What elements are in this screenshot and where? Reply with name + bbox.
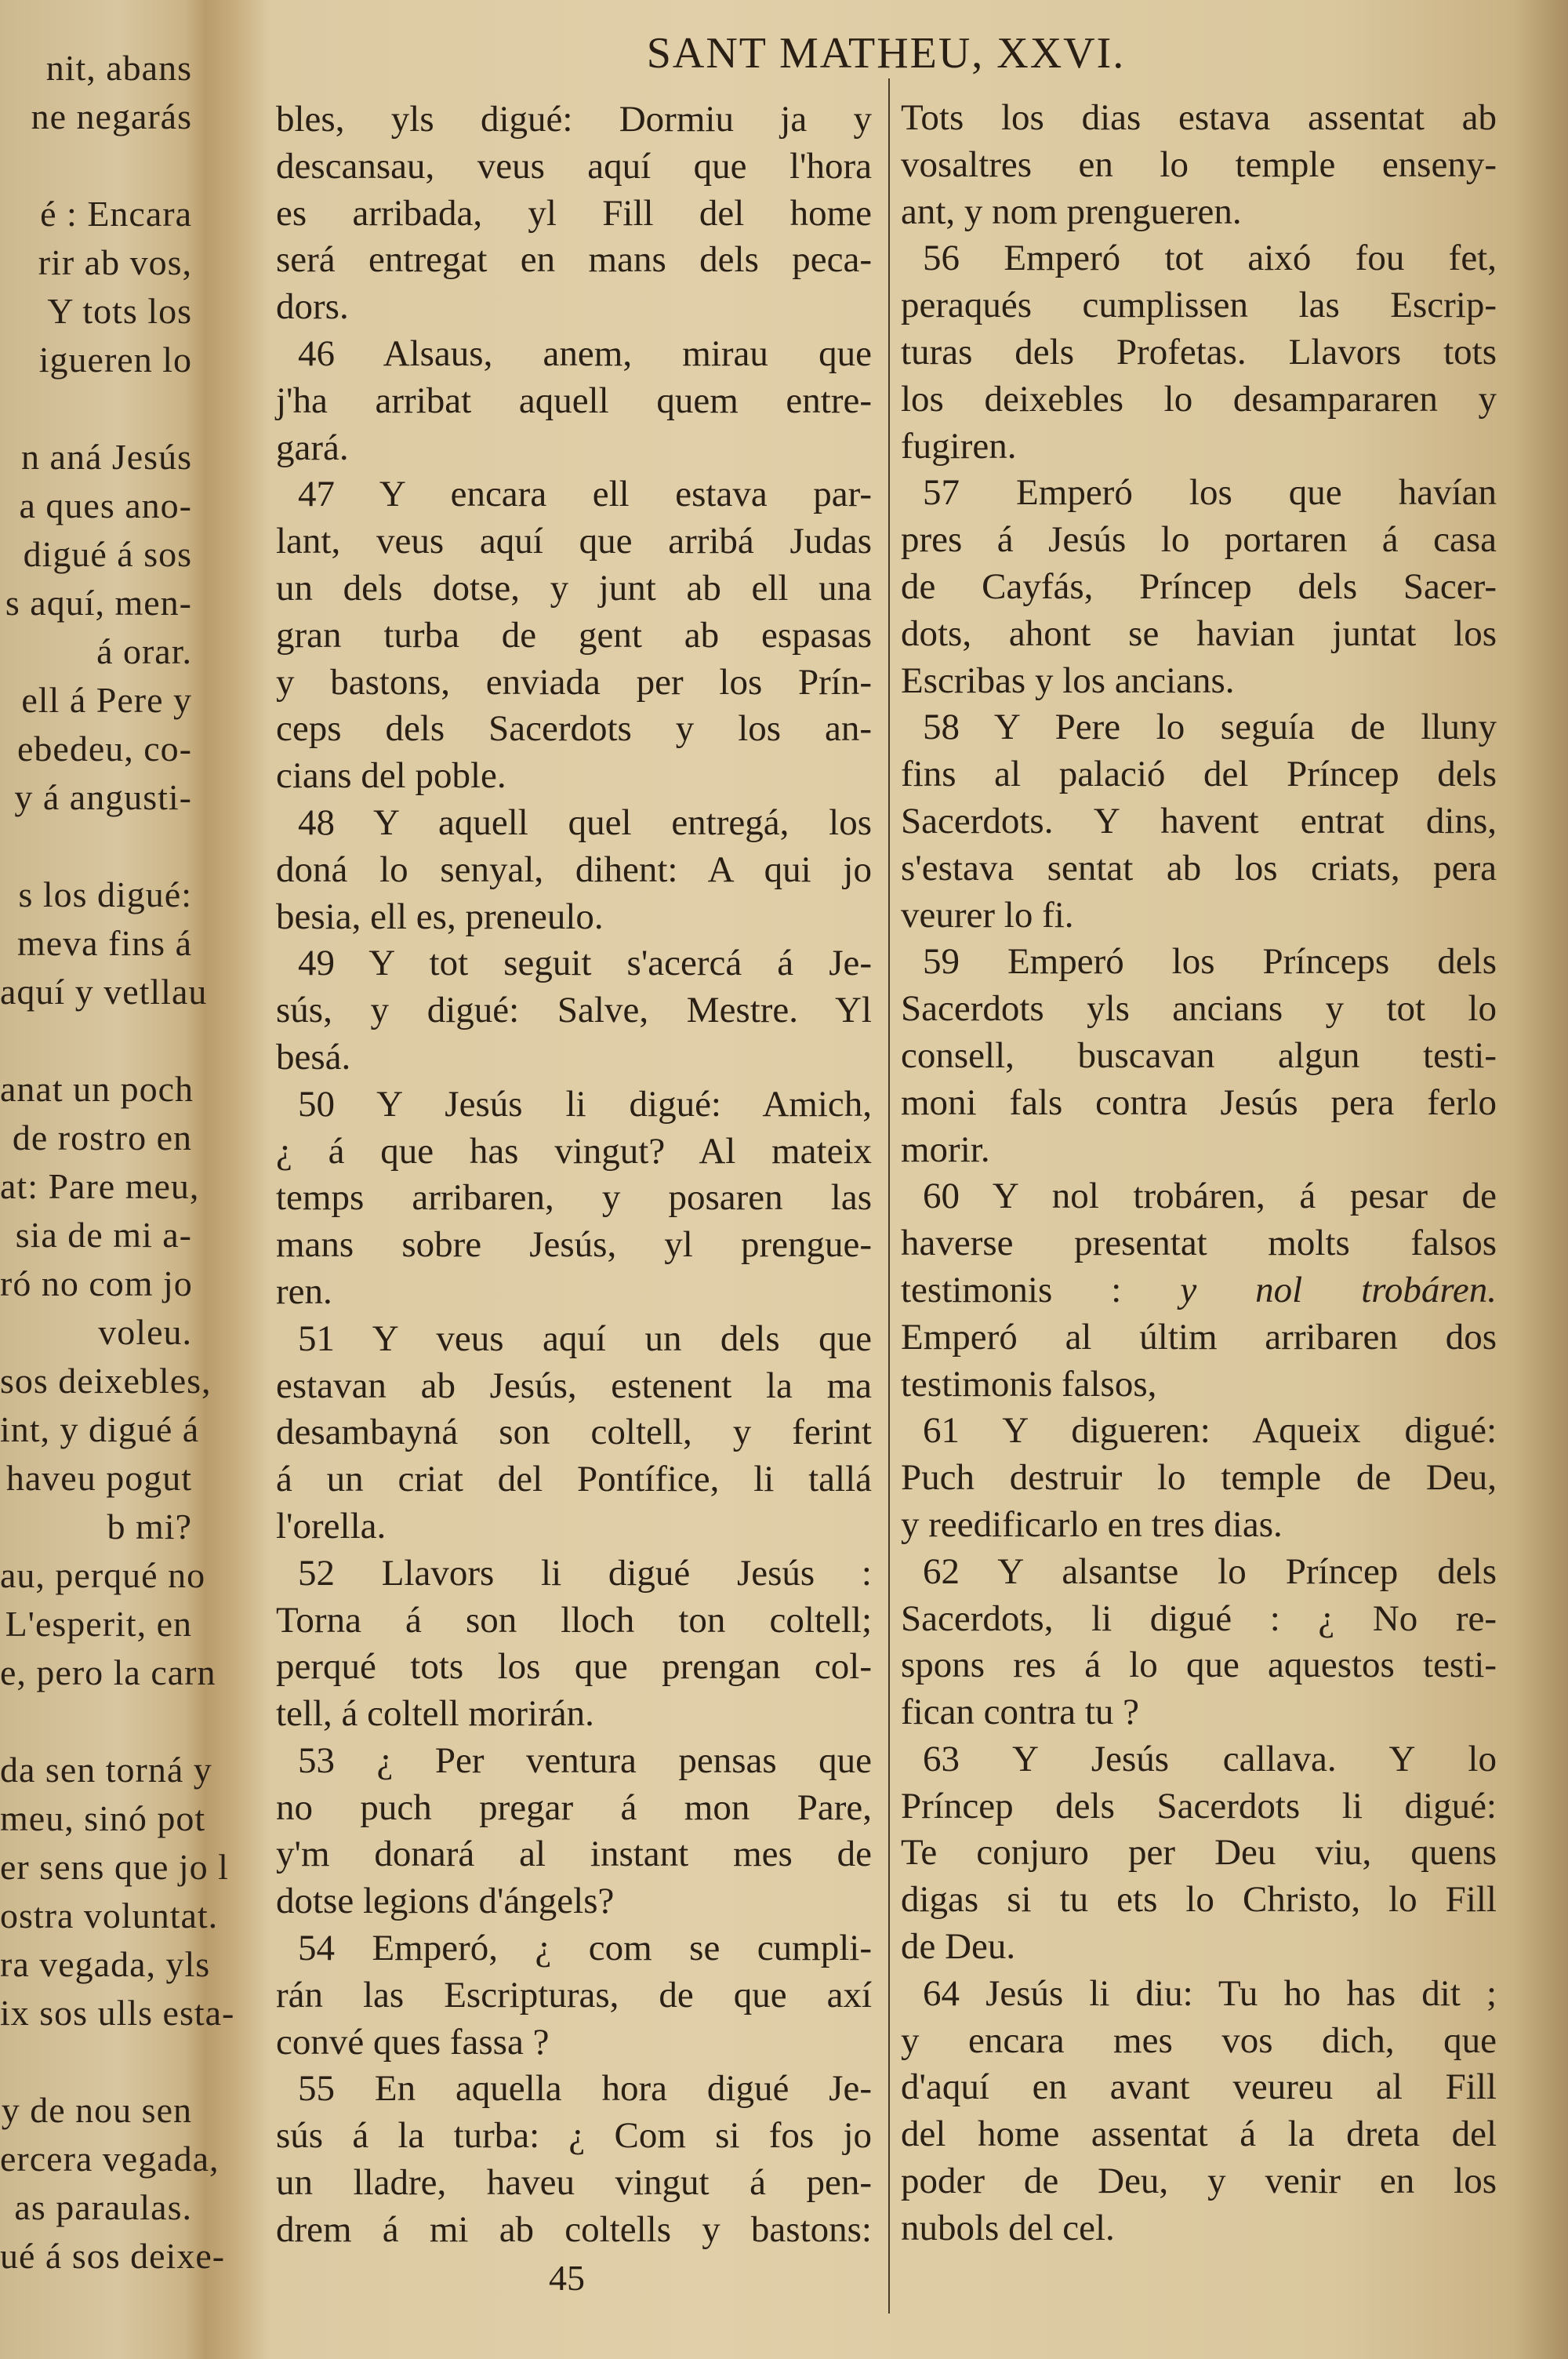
text-line — [276, 1691, 872, 1738]
verse-start-line — [901, 235, 1497, 282]
text-line — [276, 660, 872, 707]
left-page-line: ell á Pere y — [21, 680, 192, 720]
text-line — [276, 2160, 872, 2207]
line-text: cians del poble. — [276, 755, 506, 797]
text-line — [276, 1409, 872, 1456]
text-line — [276, 753, 872, 800]
left-page-line: haveu pogut — [5, 1458, 192, 1498]
text-line — [901, 282, 1497, 329]
text-line — [901, 517, 1497, 564]
left-page-line: nit, abans — [45, 48, 192, 88]
line-text: testimonis : — [901, 1269, 1181, 1310]
text-line — [276, 706, 872, 753]
line-text: 61 Y digueren: Aqueix digué: — [923, 1410, 1497, 1452]
line-text: Te conjuro per Deu viu, quens — [901, 1832, 1497, 1874]
italic-text: y nol trobáren. — [1180, 1269, 1497, 1310]
text-line — [276, 565, 872, 612]
line-text: s'estava sentat ab los criats, pera — [901, 847, 1497, 889]
text-line — [276, 378, 872, 425]
text-line — [276, 612, 872, 660]
verse-start-line — [901, 470, 1497, 517]
left-page-line: au, perqué no — [0, 1555, 206, 1595]
text-line — [901, 1924, 1497, 1971]
text-line — [276, 518, 872, 565]
left-page-line: n aná Jesús — [21, 437, 192, 477]
line-text: Sacerdots. Y havent entrat dins, — [901, 800, 1497, 841]
verse-start-line — [901, 704, 1497, 751]
line-text: Emperó al últim arribaren dos — [901, 1316, 1497, 1358]
line-text: de Cayfás, Príncep dels Sacer- — [901, 565, 1497, 607]
text-line — [276, 1878, 872, 1925]
left-page-line: digué á sos — [23, 534, 192, 574]
text-line — [276, 1456, 872, 1503]
text-line — [276, 1269, 872, 1316]
text-line — [276, 1972, 872, 2019]
text-line — [901, 892, 1497, 940]
line-text: 50 Y Jesús li digué: Amich, — [298, 1083, 872, 1125]
line-text: sús, y digué: Salve, Mestre. Yl — [276, 990, 872, 1031]
left-page-line: ebedeu, co- — [17, 729, 192, 769]
line-text: veurer lo fi. — [901, 894, 1074, 936]
line-text: mans sobre Jesús, yl prengue- — [276, 1224, 872, 1266]
text-line — [901, 2018, 1497, 2065]
line-text: vosaltres en lo temple enseny- — [901, 144, 1497, 185]
line-text: Sacerdots, li digué : ¿ No re- — [901, 1598, 1497, 1639]
line-text: ant, y nom prengueren. — [901, 191, 1242, 232]
line-text: y encara mes vos dich, que — [901, 2019, 1497, 2061]
line-text: morir. — [901, 1129, 990, 1170]
line-text: l'orella. — [276, 1505, 387, 1547]
left-page-line: y á angusti- — [14, 777, 192, 817]
left-page-line: b mi? — [107, 1507, 192, 1547]
line-text: 47 Y encara ell estava par- — [298, 474, 872, 515]
text-line — [901, 751, 1497, 798]
verse-start-line — [276, 800, 872, 847]
verse-start-line — [901, 1549, 1497, 1596]
text-line — [901, 189, 1497, 236]
column-divider — [888, 78, 890, 2314]
verse-start-line — [276, 1550, 872, 1598]
text-line — [901, 2111, 1497, 2158]
verse-start-line — [901, 1736, 1497, 1783]
left-page-line: meu, sinó pot — [0, 1798, 206, 1838]
line-text: j'ha arribat aquell quem entre- — [276, 380, 872, 421]
line-text: 54 Emperó, ¿ com se cumpli- — [298, 1928, 872, 1969]
line-text: dots, ahont se havian juntat los — [901, 612, 1497, 654]
left-page-line: á orar. — [96, 631, 192, 671]
line-text: spons res á lo que aquestos testi- — [901, 1645, 1497, 1686]
text-line — [276, 191, 872, 238]
left-page-line: sia de mi a- — [15, 1215, 192, 1255]
text-line — [901, 1642, 1497, 1689]
line-text: será entregat en mans dels peca- — [276, 239, 872, 281]
page-number: 45 — [549, 2258, 585, 2298]
line-text: y reedificarlo en tres dias. — [901, 1503, 1283, 1545]
text-line — [901, 658, 1497, 705]
line-text: besia, ell es, preneulo. — [276, 896, 604, 937]
line-text: Sacerdots yls ancians y tot lo — [901, 988, 1497, 1030]
text-column-right — [901, 95, 1497, 2252]
line-text: gran turba de gent ab espasas — [276, 614, 872, 656]
line-text: gará. — [276, 427, 349, 468]
text-line — [901, 2064, 1497, 2111]
text-line — [901, 564, 1497, 611]
line-text: un dels dotse, y junt ab ell una — [276, 567, 872, 609]
left-page-line: s aquí, men- — [5, 583, 192, 623]
left-page-line: a ques ano- — [19, 485, 192, 525]
line-text: y bastons, enviada per los Prín- — [276, 661, 872, 703]
left-page-line: meva fins á — [16, 923, 192, 963]
text-line — [276, 847, 872, 894]
line-text: un lladre, haveu vingut á pen- — [276, 2162, 872, 2204]
line-text: ceps dels Sacerdots y los an- — [276, 708, 872, 750]
text-line — [901, 1689, 1497, 1736]
line-text: doná lo senyal, dihent: A qui jo — [276, 849, 872, 890]
line-text: temps arribaren, y posaren las — [276, 1177, 872, 1219]
line-text: 60 Y nol trobáren, á pesar de — [923, 1176, 1497, 1217]
left-page-line: L'esperit, en — [5, 1604, 192, 1644]
left-page-line: igueren lo — [38, 340, 192, 380]
left-page-line: s los digué: — [18, 874, 192, 914]
line-text: 53 ¿ Per ventura pensas que — [298, 1739, 872, 1781]
line-text: no puch pregar á mon Pare, — [276, 1787, 872, 1828]
line-text: drem á mi ab coltells y bastons: — [276, 2208, 872, 2250]
line-text: convé ques fassa ? — [276, 2021, 550, 2063]
text-line — [276, 1785, 872, 1832]
text-line — [901, 329, 1497, 376]
line-text: turas dels Profetas. Llavors tots — [901, 331, 1497, 373]
text-line — [901, 423, 1497, 471]
text-line — [276, 894, 872, 941]
verse-start-line — [276, 1081, 872, 1129]
left-page-line: anat un poch — [0, 1069, 194, 1109]
line-text: testimonis falsos, — [901, 1363, 1157, 1405]
left-page-line: as paraulas. — [14, 2187, 192, 2227]
text-line — [901, 142, 1497, 189]
left-page-line: int, y digué á — [0, 1409, 200, 1449]
text-line — [276, 96, 872, 144]
left-page-line: er sens que jo l — [0, 1847, 229, 1887]
line-text: besá. — [276, 1036, 351, 1078]
text-line — [276, 1598, 872, 1645]
line-text: 62 Y alsantse lo Príncep dels — [923, 1550, 1497, 1592]
text-line — [901, 95, 1497, 142]
left-page-line: ué á sos deixe- — [0, 2236, 226, 2276]
line-text: Tots los dias estava assentat ab — [901, 97, 1497, 138]
left-page-line: ra vegada, yls — [0, 1944, 211, 1984]
left-page-line: ix sos ulls esta- — [0, 1993, 235, 2033]
line-text: fins al palació del Príncep dels — [901, 754, 1497, 795]
line-text: del home assentat á la dreta del — [901, 2114, 1497, 2155]
verse-start-line — [276, 471, 872, 518]
verse-start-line — [901, 1173, 1497, 1220]
line-text: ¿ á que has vingut? Al mateix — [276, 1130, 872, 1172]
text-line — [276, 987, 872, 1034]
left-page-line: ne negarás — [31, 96, 192, 136]
line-text: nubols del cel. — [901, 2207, 1115, 2248]
left-page-line: e, pero la carn — [0, 1652, 216, 1692]
text-line — [276, 1034, 872, 1081]
text-line — [901, 1361, 1497, 1408]
left-page-line: Y tots los — [47, 291, 192, 331]
text-line — [901, 1877, 1497, 1924]
text-line — [276, 1644, 872, 1691]
text-line — [901, 1502, 1497, 1549]
verse-start-line — [276, 331, 872, 378]
text-column-left — [276, 96, 872, 2254]
text-line — [901, 376, 1497, 423]
text-line — [901, 1080, 1497, 1127]
text-line — [901, 2205, 1497, 2252]
verse-start-line — [901, 1971, 1497, 2018]
left-page-line: ostra voluntat. — [0, 1896, 219, 1936]
line-text: bles, yls digué: Dormiu ja y — [276, 99, 872, 140]
line-text: 57 Emperó los que havían — [923, 472, 1497, 514]
left-page-line: at: Pare meu, — [0, 1166, 200, 1206]
left-page-line: y de nou sen — [1, 2090, 192, 2130]
left-page-line: rir ab vos, — [38, 242, 192, 282]
line-text: 55 En aquella hora digué Je- — [298, 2068, 872, 2110]
line-text: los deixebles lo desampararen y — [901, 378, 1497, 420]
text-line — [276, 2113, 872, 2160]
text-line — [276, 1831, 872, 1878]
line-text: 58 Y Pere lo seguía de lluny — [923, 707, 1497, 748]
text-line — [901, 1314, 1497, 1361]
text-line — [276, 2019, 872, 2066]
line-text: y'm donará al instant mes de — [276, 1834, 872, 1875]
left-page-line: da sen torná y — [0, 1750, 212, 1790]
text-line — [901, 1220, 1497, 1267]
line-text: sús á la turba: ¿ Com si fos jo — [276, 2115, 872, 2157]
line-text: d'aquí en avant veureu al Fill — [901, 2066, 1497, 2108]
text-line — [901, 845, 1497, 892]
line-text: dotse legions d'ángels? — [276, 1881, 615, 1922]
text-line — [901, 986, 1497, 1033]
verse-start-line — [276, 1925, 872, 1972]
text-line — [276, 1175, 872, 1222]
text-line — [901, 1127, 1497, 1174]
line-text: 59 Emperó los Prínceps dels — [923, 941, 1497, 983]
running-header: SANT MATHEU, XXVI. — [646, 29, 1126, 78]
line-text: ren. — [276, 1270, 332, 1312]
verse-start-line — [276, 940, 872, 987]
line-text: 51 Y veus aquí un dels que — [298, 1318, 872, 1359]
text-line — [901, 1596, 1497, 1643]
verse-start-line — [901, 939, 1497, 986]
left-page-line: de rostro en — [12, 1118, 192, 1158]
line-text: digas si tu ets lo Christo, lo Fill — [901, 1879, 1497, 1921]
text-line — [901, 1267, 1497, 1314]
line-text: fugiren. — [901, 425, 1017, 467]
line-text: consell, buscavan algun testi- — [901, 1034, 1497, 1076]
verse-start-line — [276, 1316, 872, 1363]
text-line — [901, 798, 1497, 845]
text-line — [276, 284, 872, 331]
text-line — [276, 1222, 872, 1269]
left-page-line: ercera vegada, — [0, 2139, 220, 2179]
left-page-line: aquí y vetllau — [0, 972, 208, 1012]
line-text: moni fals contra Jesús pera ferlo — [901, 1081, 1497, 1123]
text-line — [276, 2207, 872, 2254]
line-text: 49 Y tot seguit s'acercá á Je- — [298, 943, 872, 984]
line-text: haverse presentat molts falsos — [901, 1223, 1497, 1264]
text-line — [901, 2158, 1497, 2205]
text-line — [901, 1455, 1497, 1502]
line-text: pres á Jesús lo portaren á casa — [901, 519, 1497, 561]
line-text: estavan ab Jesús, estenent la ma — [276, 1365, 872, 1406]
text-line — [276, 144, 872, 191]
text-line — [276, 1503, 872, 1550]
text-line — [276, 425, 872, 472]
line-text: 63 Y Jesús callava. Y lo — [923, 1738, 1497, 1779]
line-text: es arribada, yl Fill del home — [276, 192, 872, 234]
line-text: rán las Escripturas, de que axí — [276, 1974, 872, 2016]
line-text: 52 Llavors li digué Jesús : — [298, 1552, 872, 1594]
text-line — [276, 1129, 872, 1176]
line-text: 56 Emperó tot aixó fou fet, — [923, 238, 1497, 279]
line-text: poder de Deu, y venir en los — [901, 2161, 1497, 2202]
line-text: á un criat del Pontífice, li tallá — [276, 1459, 872, 1500]
line-text: Príncep dels Sacerdots li digué: — [901, 1785, 1497, 1826]
verse-start-line — [276, 2066, 872, 2113]
text-line — [276, 1363, 872, 1410]
line-text: Torna á son lloch ton coltell; — [276, 1599, 872, 1641]
left-page-line: ró no com jo — [0, 1263, 193, 1303]
line-text: descansau, veus aquí que l'hora — [276, 145, 872, 187]
text-line — [901, 1783, 1497, 1830]
line-text: Escribas y los ancians. — [901, 660, 1235, 701]
left-page-line: voleu. — [98, 1312, 192, 1352]
line-text: peraqués cumplissen las Escrip- — [901, 285, 1497, 326]
line-text: tell, á coltell morirán. — [276, 1693, 594, 1735]
line-text: Puch destruir lo temple de Deu, — [901, 1457, 1497, 1499]
line-text: 46 Alsaus, anem, mirau que — [298, 333, 872, 374]
text-line — [901, 1033, 1497, 1080]
verse-start-line — [276, 1738, 872, 1785]
text-line — [901, 1830, 1497, 1877]
left-page-line: sos deixebles, — [0, 1361, 212, 1401]
line-text: 64 Jesús li diu: Tu ho has dit ; — [923, 1972, 1497, 2014]
line-text: 48 Y aquell quel entregá, los — [298, 801, 872, 843]
line-text: de Deu. — [901, 1926, 1016, 1968]
line-text: perqué tots los que prengan col- — [276, 1646, 872, 1688]
line-text: fican contra tu ? — [901, 1692, 1140, 1733]
left-page-fragment — [0, 44, 235, 2281]
text-line — [901, 611, 1497, 658]
line-text: dors. — [276, 286, 349, 328]
line-text: desambayná son coltell, y ferint — [276, 1412, 872, 1453]
verse-start-line — [901, 1408, 1497, 1455]
line-text: lant, veus aquí que arribá Judas — [276, 521, 872, 562]
text-line — [276, 237, 872, 284]
left-page-line: é : Encara — [40, 194, 192, 234]
